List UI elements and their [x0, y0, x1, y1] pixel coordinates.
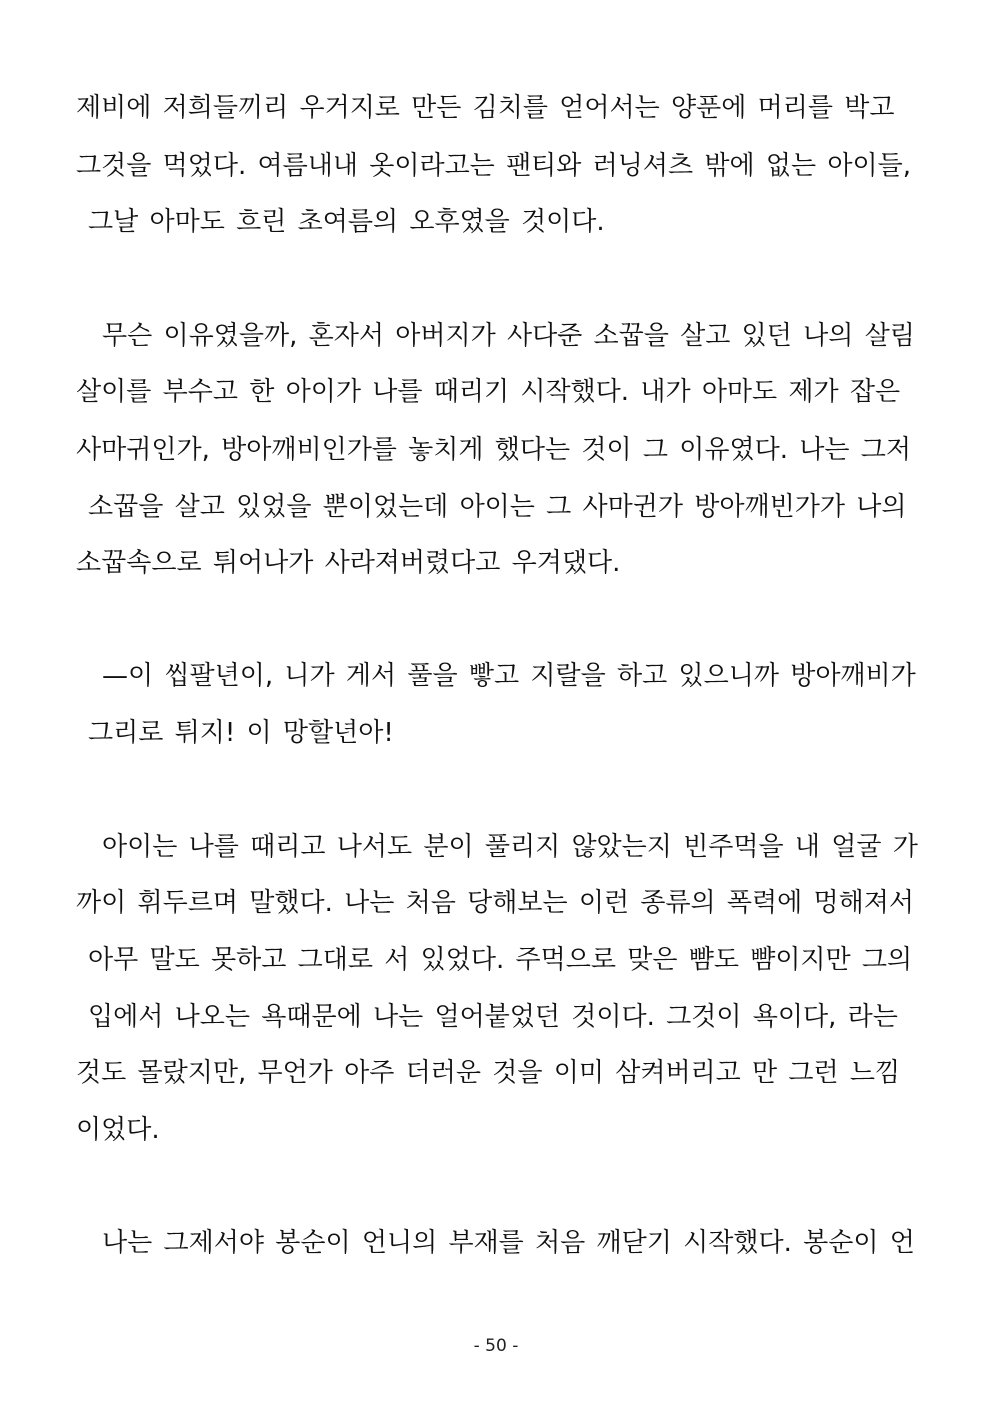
- text-line: —이 씹팔년이, 니가 게서 풀을 빻고 지랄을 하고 있으니까 방아깨비가: [102, 661, 916, 691]
- text-line: 소꿉을 살고 있었을 뿐이었는데 아이는 그 사마귄가 방아깨빈가가 나의: [88, 492, 907, 522]
- text-line: 입에서 나오는 욕때문에 나는 얼어붙었던 것이다. 그것이 욕이다, 라는: [88, 1002, 898, 1032]
- text-line: 제비에 저희들끼리 우거지로 만든 김치를 얻어서는 양푼에 머리를 박고: [76, 93, 895, 123]
- text-line: 그것을 먹었다. 여름내내 옷이라고는 팬티와 러닝셔츠 밖에 없는 아이들,: [76, 151, 912, 181]
- text-line: 무슨 이유였을까, 혼자서 아버지가 사다준 소꿉을 살고 있던 나의 살림: [102, 321, 915, 351]
- page-number: - 50 -: [473, 1336, 519, 1356]
- text-line: 아이는 나를 때리고 나서도 분이 풀리지 않았는지 빈주먹을 내 얼굴 가: [102, 832, 918, 862]
- text-line: 나는 그제서야 봉순이 언니의 부재를 처음 깨닫기 시작했다. 봉순이 언: [102, 1228, 915, 1258]
- text-line: 것도 몰랐지만, 무언가 아주 더러운 것을 이미 삼켜버리고 만 그런 느낌: [76, 1058, 901, 1088]
- text-line: 까이 휘두르며 말했다. 나는 처음 당해보는 이런 종류의 폭력에 멍해져서: [76, 888, 915, 918]
- text-line: 그리로 튀지! 이 망할년아!: [88, 718, 394, 748]
- text-line: 그날 아마도 흐린 초여름의 오후였을 것이다.: [88, 207, 605, 237]
- text-line: 소꿉속으로 튀어나가 사라져버렸다고 우겨댔다.: [76, 548, 621, 578]
- text-line: 사마귀인가, 방아깨비인가를 놓치게 했다는 것이 그 이유였다. 나는 그저: [76, 435, 912, 465]
- text-line: 이었다.: [76, 1115, 160, 1145]
- text-line: 살이를 부수고 한 아이가 나를 때리기 시작했다. 내가 아마도 제가 잡은: [76, 377, 901, 407]
- text-line: 아무 말도 못하고 그대로 서 있었다. 주먹으로 맞은 뺨도 뺨이지만 그의: [88, 945, 913, 975]
